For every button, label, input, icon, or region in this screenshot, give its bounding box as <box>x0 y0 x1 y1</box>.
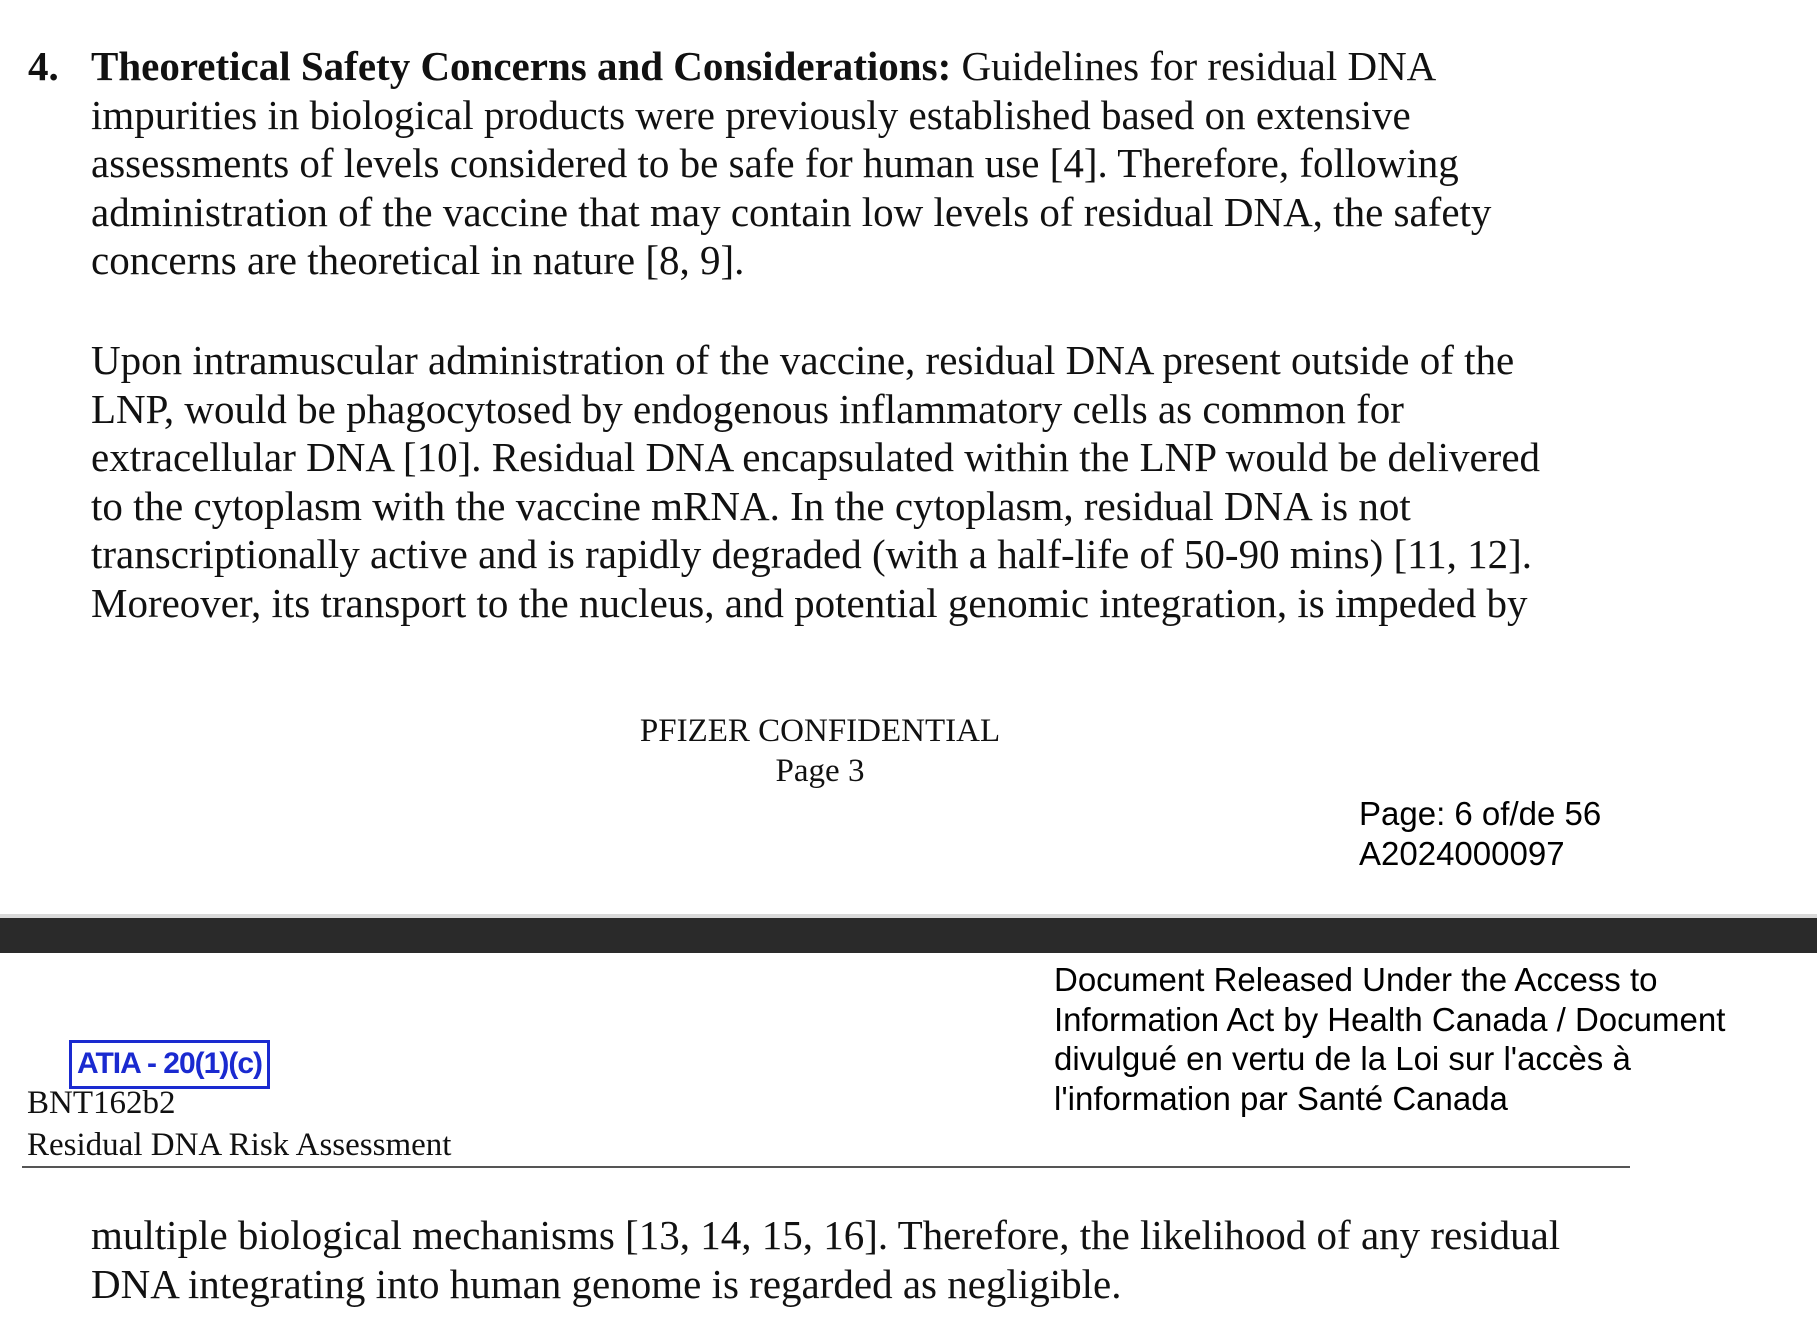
header-divider <box>22 1166 1630 1168</box>
section-line: impurities in biological products were previously established based on extensive <box>91 91 1411 138</box>
paragraph-line: LNP, would be phagocytosed by endogenous inflammatory cells as common for <box>91 385 1404 432</box>
stamp-request-id: A2024000097 <box>1359 835 1565 872</box>
section-4-text <box>91 42 1651 285</box>
section-number: 4. <box>28 43 59 89</box>
section-line: concerns are theoretical in nature [8, 9]. <box>91 237 745 284</box>
confidential-label: PFIZER CONFIDENTIAL <box>639 713 1001 749</box>
release-notice <box>1054 960 1725 1118</box>
section-line: administration of the vaccine that may contain low levels of residual DNA, the safety <box>91 188 1492 235</box>
paragraph-line: extracellular DNA [10]. Residual DNA encapsulated within the LNP would be delivered <box>91 434 1541 481</box>
section-line <box>91 42 1651 91</box>
paragraph-line: Upon intramuscular administration of the vaccine, residual DNA present outside of the <box>91 337 1515 383</box>
running-header-title: Residual DNA Risk Assessment <box>27 1127 452 1163</box>
paragraph-line: to the cytoplasm with the vaccine mRNA. In the cytoplasm, residual DNA is not <box>91 482 1411 529</box>
release-notice-line: Information Act by Health Canada / Document <box>1054 1000 1726 1038</box>
redaction-label: ATIA - 20(1)(c) <box>69 1040 270 1089</box>
section-heading: Theoretical Safety Concerns and Considerations: <box>91 43 952 89</box>
running-header-product: BNT162b2 <box>27 1085 176 1121</box>
page-footer <box>0 711 1640 791</box>
paragraph-line: multiple biological mechanisms [13, 14, 15, 16]. Therefore, the likelihood of any residual <box>91 1212 1561 1258</box>
release-notice-line: l'information par Santé Canada <box>1054 1079 1508 1117</box>
footer-page-number: Page 3 <box>775 753 865 789</box>
paragraph-line: Moreover, its transport to the nucleus, and potential genomic integration, is impeded by <box>91 579 1528 626</box>
release-notice-line: Document Released Under the Access to <box>1054 961 1658 998</box>
section-line-text: Guidelines for residual DNA <box>951 43 1437 89</box>
section-line: assessments of levels considered to be safe for human use [4]. Therefore, following <box>91 140 1459 187</box>
stamp-page-count: Page: 6 of/de 56 <box>1359 795 1602 832</box>
release-page-stamp <box>1359 794 1601 874</box>
release-notice-line: divulgué en vertu de la Loi sur l'accès à <box>1054 1040 1631 1077</box>
paragraph-2 <box>91 336 1691 628</box>
paragraph-line: transcriptionally active and is rapidly degraded (with a half-life of 50-90 mins) [11, 12]. <box>91 531 1533 578</box>
paragraph-3 <box>91 1211 1731 1308</box>
page-break-band <box>0 918 1817 953</box>
paragraph-line: DNA integrating into human genome is regarded as negligible. <box>91 1260 1122 1307</box>
